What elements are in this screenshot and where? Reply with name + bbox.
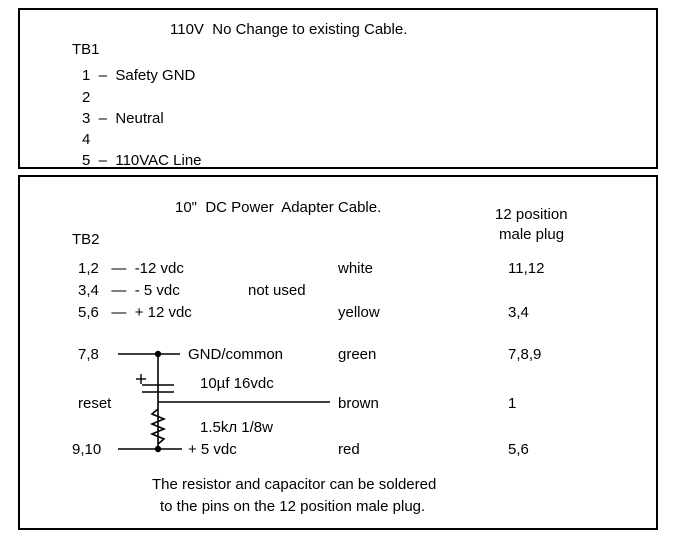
reset-label: reset bbox=[78, 395, 112, 412]
tb2-row-color: green bbox=[338, 346, 377, 363]
resistor-value-label: 1.5kл 1/8w bbox=[200, 419, 273, 436]
tb2-row-desc: GND/common bbox=[188, 346, 284, 363]
panel-dc-power-adapter bbox=[18, 175, 658, 530]
junction-dot-5vdc bbox=[155, 446, 161, 452]
top-panel-title: 110V No Change to existing Cable. bbox=[170, 21, 408, 38]
tb1-row: 1 – Safety GND bbox=[82, 67, 196, 84]
tb2-label: TB2 bbox=[72, 231, 100, 248]
tb2-row-pins: 7,8 bbox=[78, 346, 99, 363]
tb2-row-pins: 9,10 bbox=[72, 441, 102, 458]
tb1-label: TB1 bbox=[72, 41, 100, 58]
tb2-row-color: yellow bbox=[338, 304, 380, 321]
tb2-row-desc: + 5 vdc bbox=[188, 441, 237, 458]
tb2-row-color: brown bbox=[338, 395, 379, 412]
resistor-zigzag bbox=[152, 409, 164, 444]
junction-dots bbox=[155, 351, 161, 452]
tb1-row: 5 – 110VAC Line bbox=[82, 152, 202, 169]
panel-110v bbox=[18, 8, 658, 169]
tb2-row-pins: 5,6 — + 12 vdc bbox=[78, 304, 192, 321]
plug-heading-line1: 12 position bbox=[495, 206, 568, 223]
tb1-row: 4 bbox=[82, 131, 91, 148]
tb2-row-plug: 3,4 bbox=[508, 304, 529, 321]
capacitor-value-label: 10µf 16vdc bbox=[200, 375, 274, 392]
plug-heading-line2: male plug bbox=[499, 226, 565, 243]
tb2-row-color: white bbox=[338, 260, 374, 277]
tb1-row: 2 bbox=[82, 89, 91, 106]
tb2-row-pins: 3,4 — - 5 vdc bbox=[78, 282, 180, 299]
tb2-row-plug: 7,8,9 bbox=[508, 346, 542, 363]
footnote-line2: to the pins on the 12 position male plug. bbox=[160, 498, 426, 515]
tb1-row: 3 – Neutral bbox=[82, 110, 164, 127]
tb2-row-plug: 11,12 bbox=[508, 260, 545, 277]
bottom-panel-title: 10" DC Power Adapter Cable. bbox=[175, 199, 382, 216]
tb2-row-color: red bbox=[338, 441, 360, 458]
tb2-row-plug: 5,6 bbox=[508, 441, 529, 458]
junction-dot-gnd bbox=[155, 351, 161, 357]
tb2-row-plug: 1 bbox=[508, 395, 517, 412]
tb2-row-note: not used bbox=[248, 282, 306, 299]
capacitor-polarity-plus bbox=[136, 374, 146, 384]
tb2-row-pins: 1,2 — -12 vdc bbox=[78, 260, 184, 277]
footnote-line1: The resistor and capacitor can be soldered bbox=[152, 476, 437, 493]
